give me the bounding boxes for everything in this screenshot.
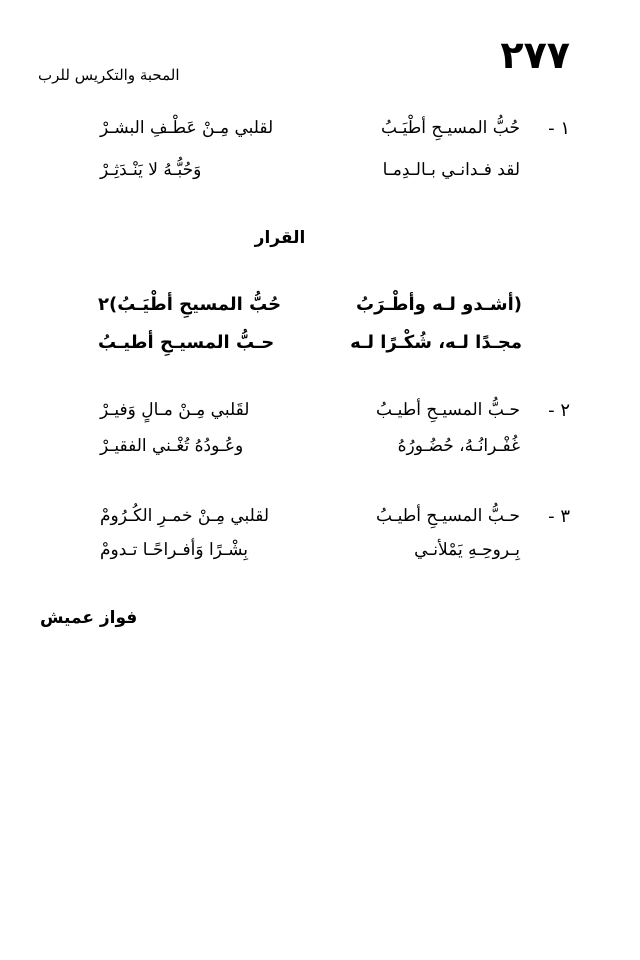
refrain-line-1 (98, 294, 522, 315)
verse-2-line-1-first-hemistich: حـبُّ المسيـحِ أطيـبُ (375, 400, 520, 420)
verse-number-1: ١ - (548, 118, 570, 139)
refrain-line-1-first-hemistich: (أشـدو لـه وأطْـرَبُ (356, 294, 522, 315)
verse-2-line-2 (100, 436, 520, 456)
refrain-line-2-second-hemistich: حـبُّ المسيـحِ أطيـبُ (98, 332, 275, 353)
verse-2-line-2-first-hemistich: غُفْـرانُـهُ، حُضُـورُهُ (397, 436, 520, 456)
verse-1-line-2-second-hemistich: وَحُبُّـهُ لا يَنْـدَثِـرْ (100, 160, 202, 180)
verse-1-line-1-second-hemistich: لقلبي مِـنْ عَطْـفِ البشـرْ (100, 118, 274, 138)
verse-2-line-1 (100, 400, 520, 420)
refrain-line-1-second-hemistich: حُبُّ المسيحِ أطْيَـبُ)٢ (98, 294, 282, 315)
verse-3-line-1 (100, 506, 520, 526)
verse-3-line-2-second-hemistich: بِشْـرًا وَأفـراحًـا تـدومْ (100, 540, 248, 560)
page-number: ٢٧٧ (500, 33, 570, 77)
verse-1-line-2-first-hemistich: لقد فـدانـي بـالـدِمـا (382, 160, 520, 180)
refrain-line-2-first-hemistich: مجـدًا لـه، شُكْـرًا لـه (350, 332, 522, 353)
verse-1-line-1-first-hemistich: حُبُّ المسيـحِ أطْيَـبُ (380, 118, 520, 138)
verse-number-2: ٢ - (548, 400, 570, 421)
refrain-title: القرار (254, 228, 306, 248)
verse-2-line-2-second-hemistich: وعُـودُهُ تُغْـني الفقيـرْ (100, 436, 244, 456)
verse-3-line-1-first-hemistich: حـبُّ المسيـحِ أطيـبُ (375, 506, 520, 526)
verse-1-line-2 (100, 160, 520, 180)
author-name: فواز عميش (40, 608, 138, 628)
verse-3-line-2-first-hemistich: بِـروحِـهِ يَمْلأنـي (414, 540, 520, 560)
section-title: المحبة والتكريس للرب (38, 66, 180, 84)
verse-1-line-1 (100, 118, 520, 138)
refrain-line-2 (98, 332, 522, 353)
verse-number-3: ٣ - (548, 506, 570, 527)
verse-2-line-1-second-hemistich: لقَلبي مِـنْ مـالٍ وَفيـرْ (100, 400, 250, 420)
verse-3-line-1-second-hemistich: لقلبي مِـنْ خمـرِ الكُـرُومْ (100, 506, 270, 526)
verse-3-line-2 (100, 540, 520, 560)
